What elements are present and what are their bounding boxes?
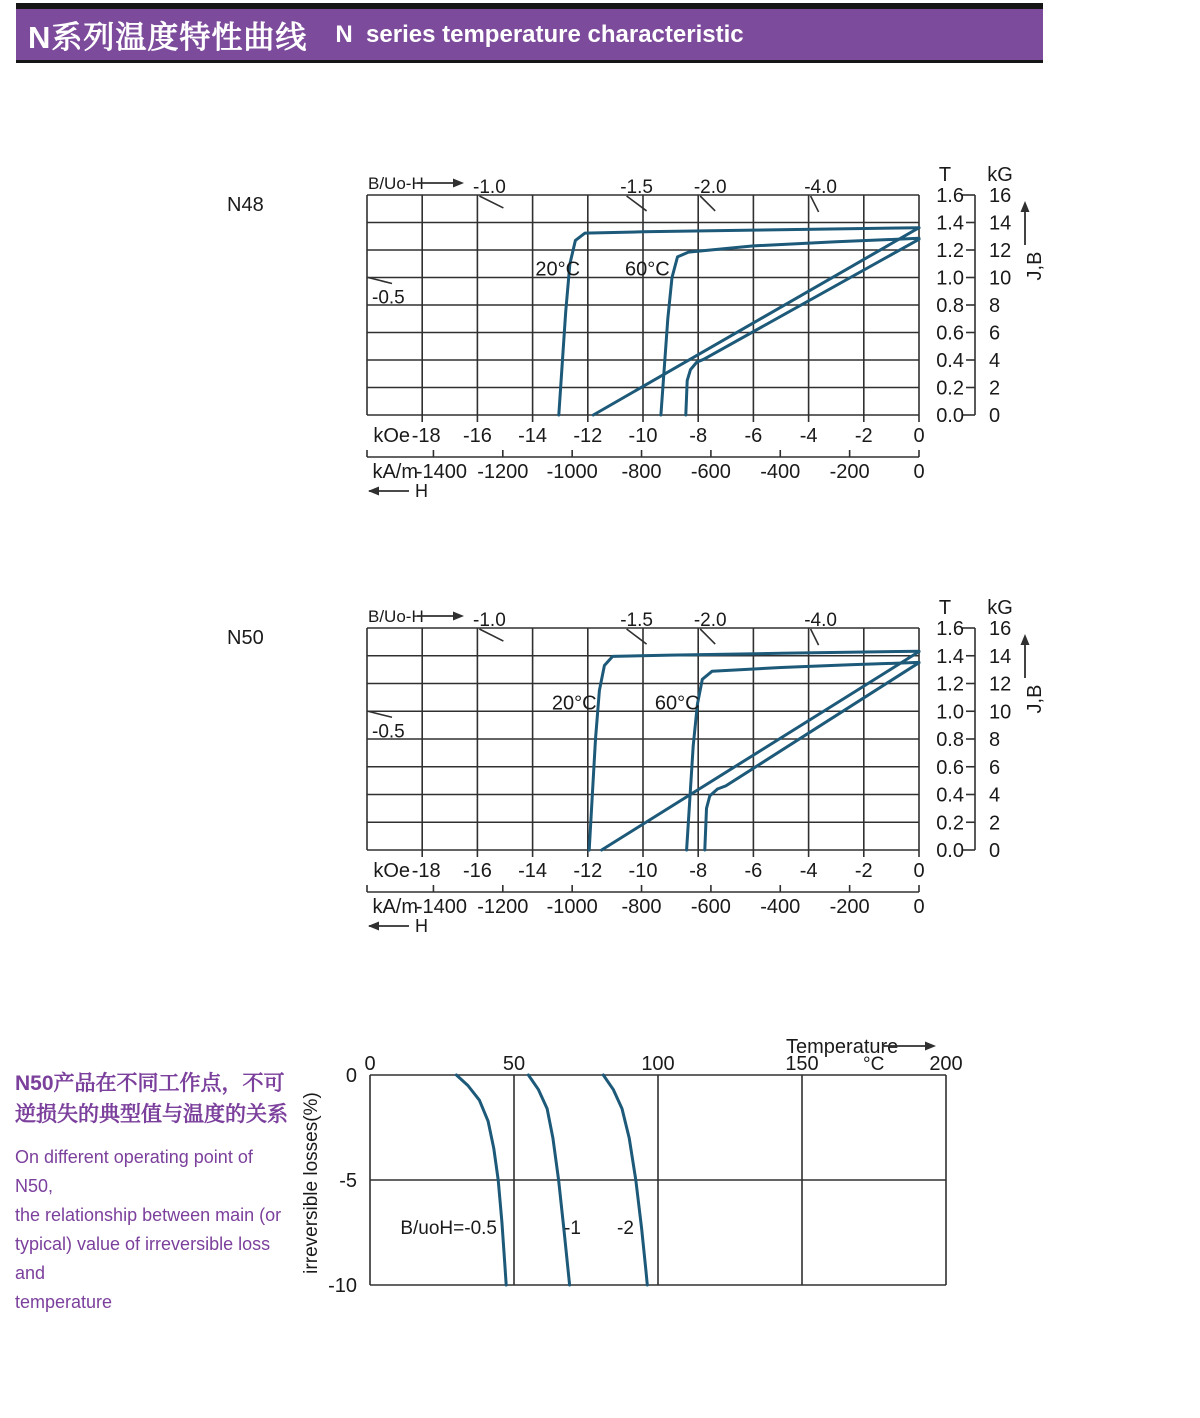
note-en-line2: the relationship between main (or: [15, 1205, 282, 1225]
loss-curve-label: B/uoH=-0.5: [400, 1218, 497, 1239]
kg-tick-label: 0: [989, 405, 1001, 427]
load-line-label: -4.0: [804, 610, 837, 631]
temperature-axis-title: Temperature: [786, 1036, 899, 1058]
load-line-label: -2.0: [693, 177, 727, 198]
kg-tick-label: 4: [989, 784, 1001, 807]
koe-tick-label: -2: [854, 860, 873, 882]
curve-temp-label: 60°C: [654, 692, 700, 715]
kg-tick-label: 2: [989, 377, 1001, 400]
kam-tick-label: -200: [829, 461, 870, 483]
curve-temp-label: 60°C: [625, 258, 670, 281]
kg-tick-label: 4: [989, 350, 1001, 372]
b-uoh-axis-label: B/Uo-H: [368, 607, 424, 626]
kam-tick-label: -1000: [546, 896, 598, 918]
kam-tick-label: -600: [690, 896, 731, 918]
temp-tick-label: 100: [641, 1053, 675, 1075]
note-en-line4: temperature: [15, 1292, 113, 1312]
t-unit-header: T: [938, 164, 952, 186]
kg-unit-header: kG: [987, 164, 1013, 186]
koe-tick-label: -16: [462, 860, 492, 882]
page-title-zh: N系列温度特性曲线: [28, 20, 308, 55]
note-en-line1: On different operating point of N50,: [15, 1147, 253, 1196]
koe-tick-label: -12: [573, 860, 603, 882]
t-tick-label: 0.6: [936, 756, 964, 779]
koe-tick-label: 0: [913, 425, 925, 447]
kg-tick-label: 10: [989, 701, 1012, 724]
koe-tick-label: -8: [689, 860, 708, 882]
h-axis-label: H: [415, 481, 428, 501]
load-line-label: -2.0: [693, 610, 727, 631]
load-line-label: -1.5: [620, 610, 653, 631]
kam-tick-label: -1200: [477, 461, 529, 483]
chart-grade-name: N48: [227, 194, 264, 216]
load-line-label: -4.0: [804, 177, 837, 198]
kg-tick-label: 16: [989, 618, 1012, 640]
kam-tick-label: 0: [913, 461, 925, 483]
loss-tick-label: -5: [339, 1170, 357, 1192]
load-line-label: -1.0: [473, 610, 506, 631]
chart-grade-name: N50: [227, 627, 264, 649]
kam-tick-label: -600: [690, 461, 731, 483]
koe-tick-label: -10: [628, 860, 658, 882]
kam-tick-label: -400: [760, 461, 801, 483]
koe-unit-label: kOe: [373, 860, 410, 882]
curve-temp-label: 20°C: [551, 692, 597, 715]
temp-tick-label: 0: [364, 1053, 376, 1075]
koe-tick-label: -4: [799, 860, 818, 882]
koe-tick-label: -16: [462, 425, 492, 447]
kam-tick-label: -200: [829, 896, 870, 918]
t-tick-label: 0.6: [936, 322, 964, 345]
kg-tick-label: 12: [989, 673, 1012, 696]
koe-tick-label: -6: [744, 425, 763, 447]
kam-tick-label: -1400: [415, 461, 468, 483]
kg-tick-label: 2: [989, 812, 1001, 835]
kg-tick-label: 6: [989, 322, 1001, 345]
koe-tick-label: -18: [411, 425, 441, 447]
kam-tick-label: -800: [621, 461, 662, 483]
loss-axis-title: irreversible losses(%): [301, 1092, 322, 1274]
load-line-label: -0.5: [372, 721, 405, 743]
kg-tick-label: 16: [989, 185, 1012, 207]
koe-tick-label: -6: [744, 860, 763, 882]
t-tick-label: 1.0: [936, 701, 964, 724]
kg-tick-label: 8: [989, 729, 1001, 751]
koe-tick-label: -2: [854, 425, 873, 447]
koe-tick-label: -12: [573, 425, 603, 447]
chart-n50: [227, 597, 1046, 936]
kam-tick-label: -800: [621, 896, 662, 918]
t-tick-label: 1.4: [936, 212, 964, 235]
curve-temp-label: 20°C: [535, 258, 581, 281]
h-axis-label: H: [415, 916, 428, 936]
temp-tick-label: 50: [502, 1053, 526, 1075]
kam-tick-label: -1000: [546, 461, 598, 483]
t-tick-label: 1.6: [936, 618, 964, 640]
loss-tick-label: 0: [345, 1065, 357, 1087]
t-tick-label: 1.2: [936, 240, 964, 262]
load-line-label: -1.5: [620, 177, 653, 198]
kg-tick-label: 0: [989, 840, 1001, 862]
temp-tick-label: 200: [929, 1053, 963, 1075]
kam-unit-label: kA/m: [372, 461, 418, 483]
load-line-label: -1.0: [473, 177, 506, 198]
jb-axis-label: J,B: [1024, 684, 1046, 714]
koe-unit-label: kOe: [373, 425, 410, 447]
t-tick-label: 0.8: [936, 295, 964, 317]
t-tick-label: 1.0: [936, 267, 964, 290]
t-tick-label: 0.8: [936, 729, 964, 751]
kam-tick-label: 0: [913, 896, 925, 918]
kg-tick-label: 14: [989, 645, 1012, 668]
chart-irreversible-loss: [301, 1036, 963, 1297]
loss-tick-label: -10: [328, 1275, 357, 1297]
t-tick-label: 1.6: [936, 185, 964, 207]
t-tick-label: 1.4: [936, 645, 964, 668]
koe-tick-label: 0: [913, 860, 925, 882]
note-en-line3: typical) value of irreversible loss and: [15, 1234, 271, 1283]
t-tick-label: 0.0: [936, 405, 964, 427]
t-tick-label: 0.4: [936, 784, 964, 807]
note-zh-line2: 逆损失的典型值与温度的关系: [15, 1103, 288, 1126]
loss-curve-label: -2: [617, 1218, 634, 1239]
page-title-en: N series temperature characteristic: [335, 20, 744, 48]
t-tick-label: 0.2: [936, 377, 964, 400]
kam-tick-label: -1200: [477, 896, 529, 918]
kg-tick-label: 6: [989, 756, 1001, 779]
koe-tick-label: -10: [628, 425, 658, 447]
temp-tick-label: 150: [785, 1053, 819, 1075]
kg-tick-label: 12: [989, 240, 1012, 262]
t-tick-label: 0.0: [936, 840, 964, 862]
loss-curve-label: -1: [564, 1218, 581, 1239]
koe-tick-label: -4: [799, 425, 818, 447]
note-zh-line1: N50产品在不同工作点，不可: [15, 1072, 285, 1095]
t-unit-header: T: [938, 597, 952, 619]
celsius-unit-label: °C: [863, 1054, 885, 1075]
koe-tick-label: -14: [518, 860, 548, 882]
koe-tick-label: -18: [411, 860, 441, 882]
kg-tick-label: 8: [989, 295, 1001, 317]
chart-n48: [227, 164, 1046, 501]
koe-tick-label: -8: [689, 425, 708, 447]
jb-axis-label: J,B: [1024, 251, 1046, 281]
kg-tick-label: 10: [989, 267, 1012, 290]
load-line-label: -0.5: [372, 287, 405, 309]
t-tick-label: 0.2: [936, 812, 964, 835]
koe-tick-label: -14: [518, 425, 548, 447]
kg-tick-label: 14: [989, 212, 1012, 235]
t-tick-label: 0.4: [936, 350, 964, 372]
t-tick-label: 1.2: [936, 673, 964, 696]
kam-tick-label: -1400: [415, 896, 468, 918]
b-uoh-axis-label: B/Uo-H: [368, 174, 424, 193]
kam-unit-label: kA/m: [372, 896, 418, 918]
kg-unit-header: kG: [987, 597, 1013, 619]
kam-tick-label: -400: [760, 896, 801, 918]
